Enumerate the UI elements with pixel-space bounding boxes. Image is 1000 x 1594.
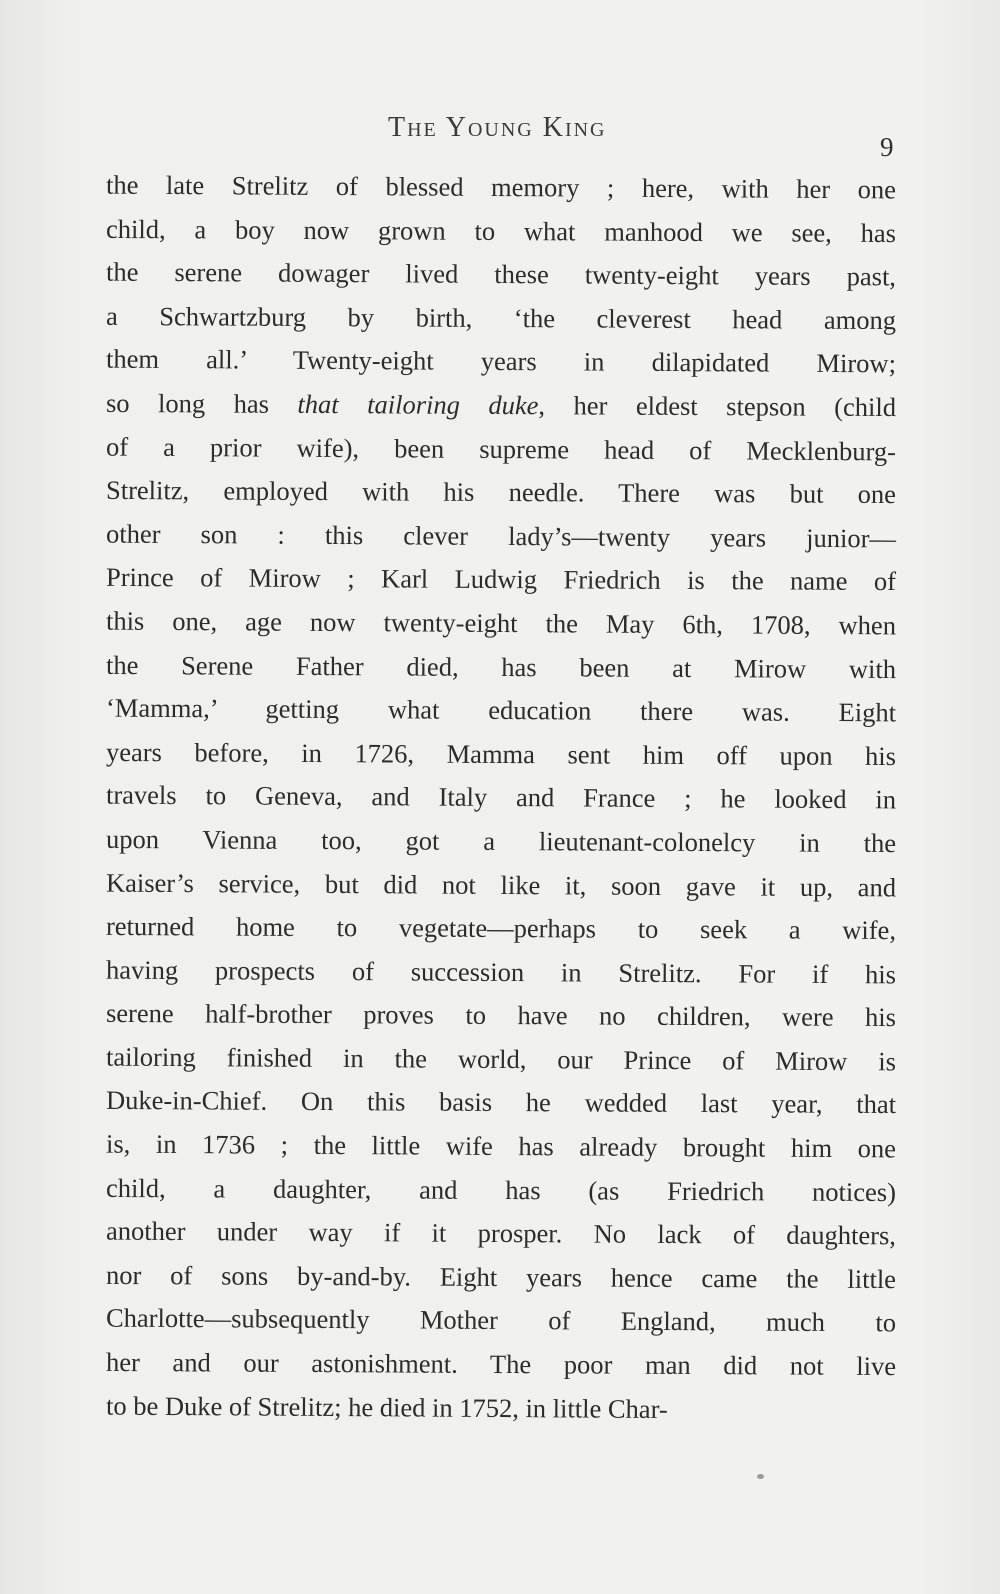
text-line: ‘Mamma,’ getting what education there was. Eight <box>105 692 897 728</box>
text-line: having prospects of succession in Strelitz. For if his <box>105 954 897 990</box>
text-line: to be Duke of Strelitz; he died in 1752, in little Char- <box>105 1390 668 1424</box>
page-header <box>0 112 1000 162</box>
text-line: Duke-in-Chief. On this basis he wedded last year, that <box>105 1085 897 1120</box>
text-line-with-italic <box>106 382 896 430</box>
paper-speck <box>757 1474 764 1479</box>
text-line: upon Vienna too, got a lieutenant-colonelcy in the <box>105 823 897 858</box>
text-line: Prince of Mirow ; Karl Ludwig Friedrich is the name of <box>105 562 897 597</box>
text-line: the late Strelitz of blessed memory ; here, with her one <box>105 169 897 205</box>
text-line: the serene dowager lived these twenty-eight years past, <box>105 256 897 292</box>
text-line: travels to Geneva, and Italy and France ; he looked in <box>105 779 897 815</box>
italic-phrase: that tailoring duke <box>297 388 539 421</box>
text-line: her and our astonishment. The poor man did not live <box>105 1346 897 1382</box>
text-line: another under way if it prosper. No lack of daughters, <box>105 1215 897 1251</box>
text-line: child, a daughter, and has (as Friedrich notices) <box>105 1172 897 1207</box>
text-segment: , her eldest stepson (child <box>538 390 897 423</box>
text-segment: so long has <box>105 387 298 419</box>
text-line: years before, in 1726, Mamma sent him off upon his <box>105 736 897 771</box>
text-line: the Serene Father died, has been at Mirow with <box>105 649 897 684</box>
running-title: The Young King <box>388 112 607 143</box>
text-line: returned home to vegetate—perhaps to seek a wife, <box>105 911 897 946</box>
text-line: this one, age now twenty-eight the May 6th, 1708, when <box>105 605 897 641</box>
text-line: tailoring finished in the world, our Prince of Mirow is <box>105 1041 897 1077</box>
text-line: child, a boy now grown to what manhood we see, has <box>105 213 897 248</box>
body-text <box>106 166 896 1430</box>
text-line: Charlotte—subsequently Mother of England, much to <box>105 1303 897 1338</box>
text-line: Strelitz, employed with his needle. There was but one <box>105 475 897 510</box>
text-line: serene half-brother proves to have no children, were his <box>105 998 897 1033</box>
text-line: other son : this clever lady’s—twenty years junior— <box>105 518 897 554</box>
text-line: them all.’ Twenty-eight years in dilapidated Mirow; <box>105 343 897 379</box>
page-number: 9 <box>880 132 894 162</box>
text-line: of a prior wife), been supreme head of Mecklenburg- <box>105 431 897 466</box>
text-line: is, in 1736 ; the little wife has already brought him one <box>105 1128 897 1164</box>
text-line: a Schwartzburg by birth, ‘the cleverest head among <box>105 300 897 335</box>
text-line: Kaiser’s service, but did not like it, soon gave it up, and <box>105 867 897 902</box>
text-line: nor of sons by-and-by. Eight years hence came the little <box>105 1259 897 1294</box>
